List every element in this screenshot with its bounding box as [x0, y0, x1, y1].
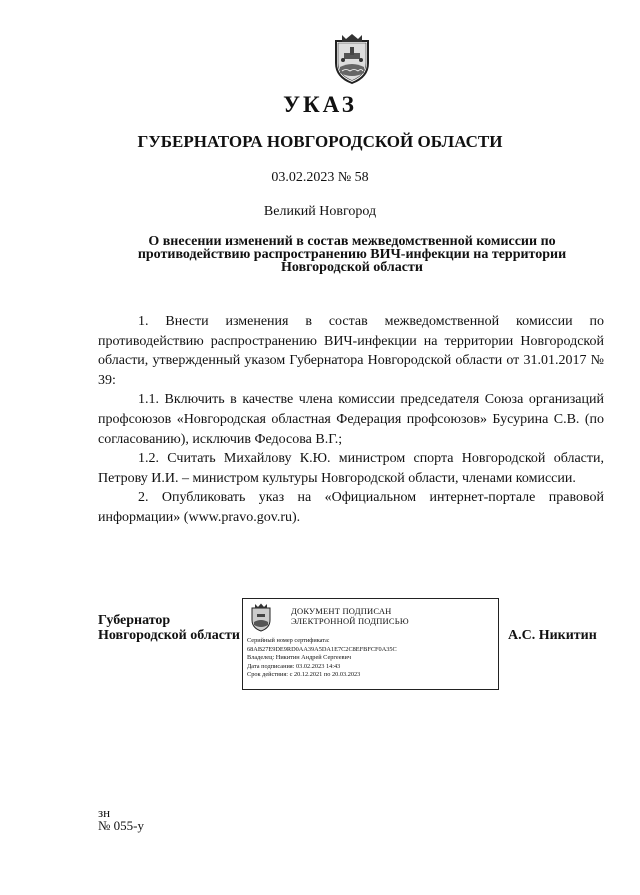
document-issuer: ГУБЕРНАТОРА НОВГОРОДСКОЙ ОБЛАСТИ	[137, 132, 503, 151]
signatory-title-line: Новгородской области	[98, 628, 240, 643]
document-city: Великий Новгород	[263, 204, 377, 219]
body-paragraph: 2. Опубликовать указ на «Официальном интернет-портале правовой информации» (www.pravo.gov.ru).	[98, 490, 604, 525]
signatory-title	[98, 613, 240, 643]
signatory-name: А.С. Никитин	[508, 628, 597, 643]
subject-line: противодействию распространению ВИЧ-инфекции на территории	[137, 247, 567, 262]
subject-line: О внесении изменений в состав межведомственной комиссии по	[148, 234, 556, 249]
stamp-certificate-label: Серийный номер сертификата:	[247, 637, 330, 644]
stamp-coat-of-arms-icon	[249, 603, 273, 633]
document-footer	[98, 806, 144, 832]
electronic-signature-stamp	[242, 598, 499, 690]
body-paragraph: 1.1. Включить в качестве члена комиссии председателя Союза организаций профсоюзов «Новгородская областная Федерация профсоюзов» Бусурина С.В. (по согласованию), исключив Федосова В.Г.;	[98, 392, 604, 447]
stamp-signed-date: Дата подписания: 03.02.2023 14:43	[247, 662, 341, 670]
subject-line: Новгородской области	[281, 260, 423, 275]
signatory-title-line: Губернатор	[98, 613, 171, 628]
document-title: УКАЗ	[283, 92, 357, 117]
stamp-heading-line: ДОКУМЕНТ ПОДПИСАН	[291, 606, 392, 616]
stamp-heading-line: ЭЛЕКТРОННОЙ ПОДПИСЬЮ	[291, 616, 409, 626]
stamp-owner: Владелец: Никитин Андрей Сергеевич	[247, 654, 352, 661]
document-date-number: 03.02.2023 № 58	[271, 170, 369, 185]
footer-code: зн	[98, 805, 111, 820]
stamp-details	[247, 637, 397, 680]
body-paragraph: 1. Внести изменения в состав межведомственной комиссии по противодействию распространению ВИЧ-инфекции на территории Новгородской области, утвержденный указом Губернатора Новгородской области от 31.01.2017 № 39:	[98, 314, 604, 388]
novgorod-coat-of-arms-icon	[330, 33, 374, 85]
document-subject	[100, 235, 604, 274]
footer-number: № 055-у	[98, 818, 144, 833]
document-body	[98, 312, 604, 528]
stamp-heading	[291, 606, 409, 626]
stamp-certificate: 68AB27E9DE9RD0AA39A5DA1E7C2C8EFBFCF0A35C	[247, 645, 397, 653]
body-paragraph: 1.2. Считать Михайлову К.Ю. министром спорта Новгородской области, Петрову И.И. – министром культуры Новгородской области, членами комиссии.	[98, 451, 604, 486]
stamp-validity: Срок действия: с 20.12.2021 по 20.03.2023	[247, 671, 361, 678]
